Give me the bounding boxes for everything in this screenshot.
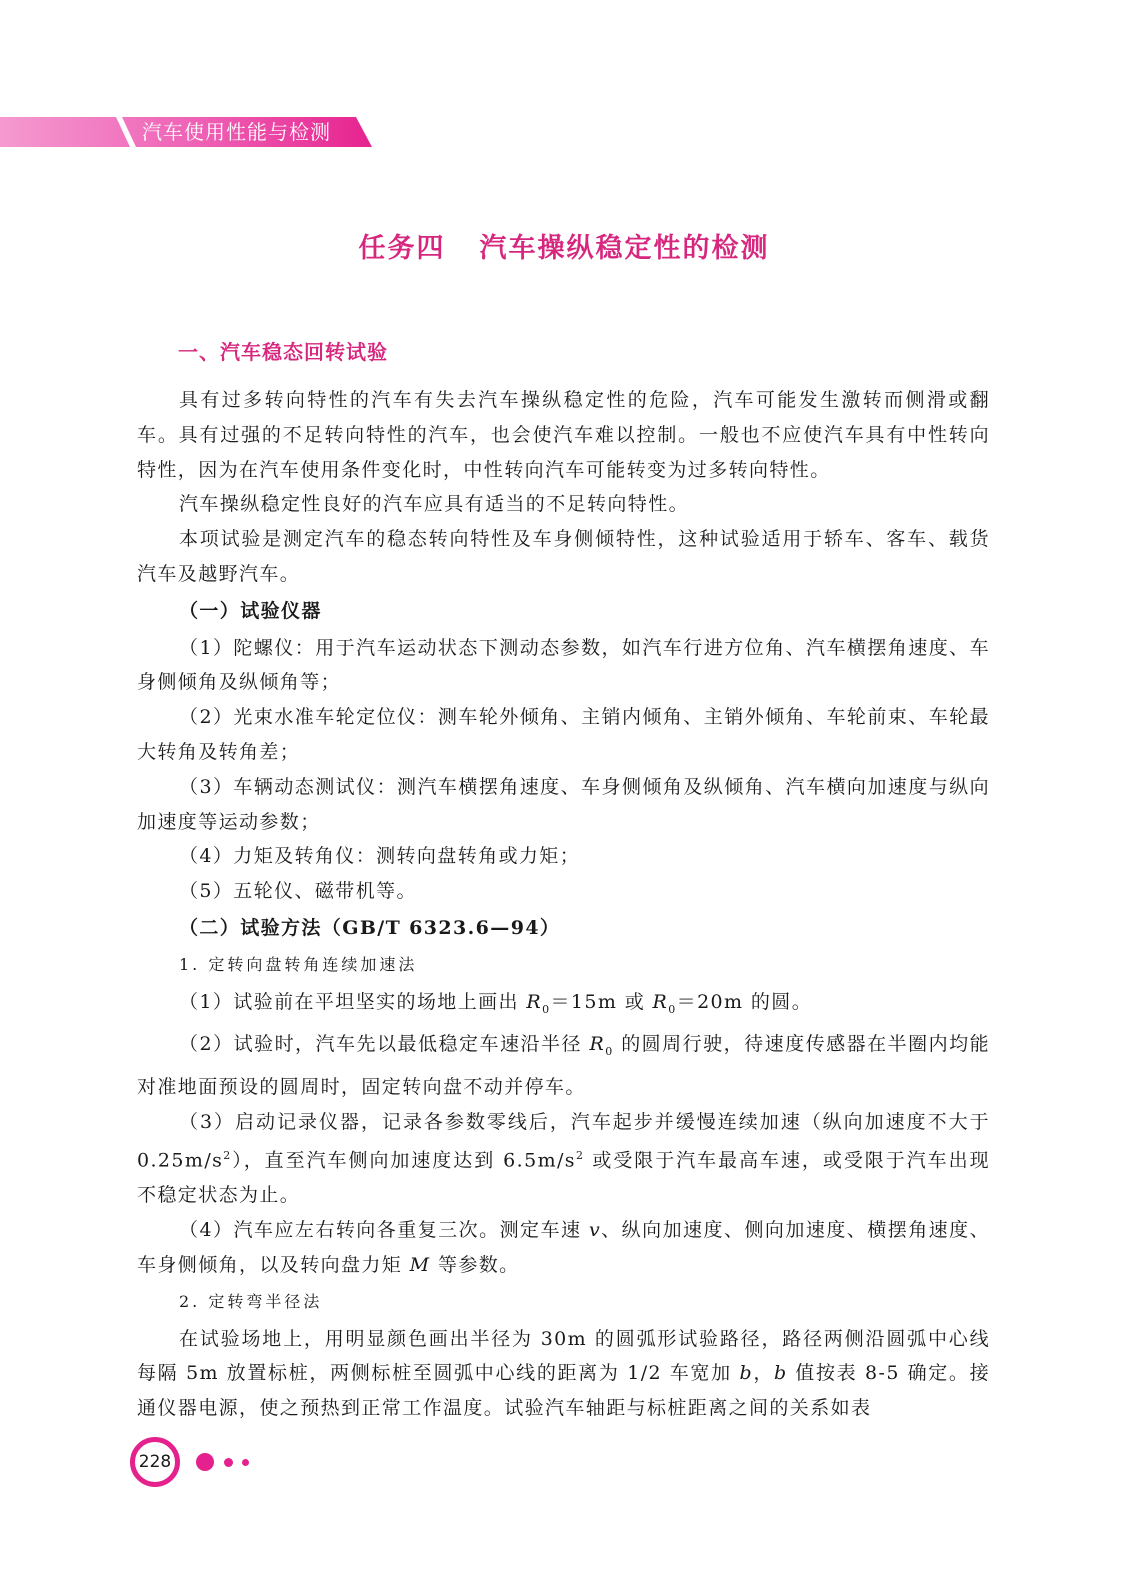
decorative-dot — [196, 1453, 214, 1471]
list-item: （4）力矩及转角仪：测转向盘转角或力矩； — [179, 845, 581, 868]
page-number: 228 — [138, 1452, 172, 1472]
subsection-heading-methods: （二）试验方法（GB/T 6323.6—94） — [179, 916, 561, 939]
body-content — [137, 383, 990, 1426]
section-heading: 一、汽车稳态回转试验 — [178, 340, 388, 364]
paragraph: 本项试验是测定汽车的稳态转向特性及车身侧倾特性，这种试验适用于轿车、客车、载货汽车及越野汽车。 — [137, 528, 990, 585]
list-item: （1）陀螺仪：用于汽车运动状态下测动态参数，如汽车行进方位角、汽车横摆角速度、车身侧倾角及纵倾角等； — [137, 636, 990, 694]
task-title: 汽车操纵稳定性的检测 — [479, 233, 770, 264]
paragraph: 在试验场地上，用明显颜色画出半径为 30m 的圆弧形试验路径，路径两侧沿圆弧中心线每隔 5m 放置标桩，两侧标桩至圆弧中心线的距离为 1/2 车宽加 b，b 值按表 8-5 确定。接通仪器电源，使之预热到正常工作温度。试验汽车轴距与标桩距离之间的关系如表 — [137, 1327, 990, 1420]
page-title — [0, 226, 1128, 265]
decorative-dot — [224, 1458, 233, 1467]
list-item: （3）车辆动态测试仪：测汽车横摆角速度、车身侧倾角及纵倾角、汽车横向加速度与纵向加速度等运动参数； — [137, 775, 990, 833]
list-item: （2）试验时，汽车先以最低稳定车速沿半径 $R_0$ 的圆周行驶，待速度传感器在半圈内均能对准地面预设的圆周时，固定转向盘不动并停车。 — [137, 1033, 991, 1098]
list-item: （4）汽车应左右转向各重复三次。测定车速 v、纵向加速度、侧向加速度、横摆角速度、车身侧倾角，以及转向盘力矩 M 等参数。 — [137, 1219, 991, 1277]
method-heading: 1. 定转向盘转角连续加速法 — [179, 954, 418, 974]
list-item: （2）光束水准车轮定位仪：测车轮外倾角、主销内倾角、主销外倾角、车轮前束、车轮最大转角及转角差； — [137, 706, 990, 763]
list-item: （5）五轮仪、磁带机等。 — [179, 880, 417, 903]
list-item: （1）试验前在平坦坚实的场地上画出 $R_0=15m$ 或 $R_0=20m$ 的圆。 — [179, 990, 813, 1016]
decorative-dot — [242, 1459, 249, 1466]
running-header — [0, 117, 372, 147]
subsection-heading-instruments: （一）试验仪器 — [179, 599, 322, 622]
task-number: 任务四 — [358, 233, 446, 264]
paragraph: 具有过多转向特性的汽车有失去汽车操纵稳定性的危险，汽车可能发生激转而侧滑或翻车。具有过强的不足转向特性的汽车，也会使汽车难以控制。一般也不应使汽车具有中性转向特性，因为在汽车使用条件变化时，中性转向汽车可能转变为过多转向特性。 — [137, 389, 990, 481]
method-heading: 2. 定转弯半径法 — [179, 1291, 323, 1311]
book-title: 汽车使用性能与检测 — [142, 120, 331, 144]
list-item: （3）启动记录仪器，记录各参数零线后，汽车起步并缓慢连续加速（纵向加速度不大于 $0.25m/s^2$），直至汽车侧向加速度达到 $6.5m/s^2$ 或受限于汽车最高车速，或受限于汽车出现不稳定状态为止。 — [137, 1110, 990, 1207]
paragraph: 汽车操纵稳定性良好的汽车应具有适当的不足转向特性。 — [179, 493, 690, 516]
page-footer — [130, 1437, 260, 1487]
